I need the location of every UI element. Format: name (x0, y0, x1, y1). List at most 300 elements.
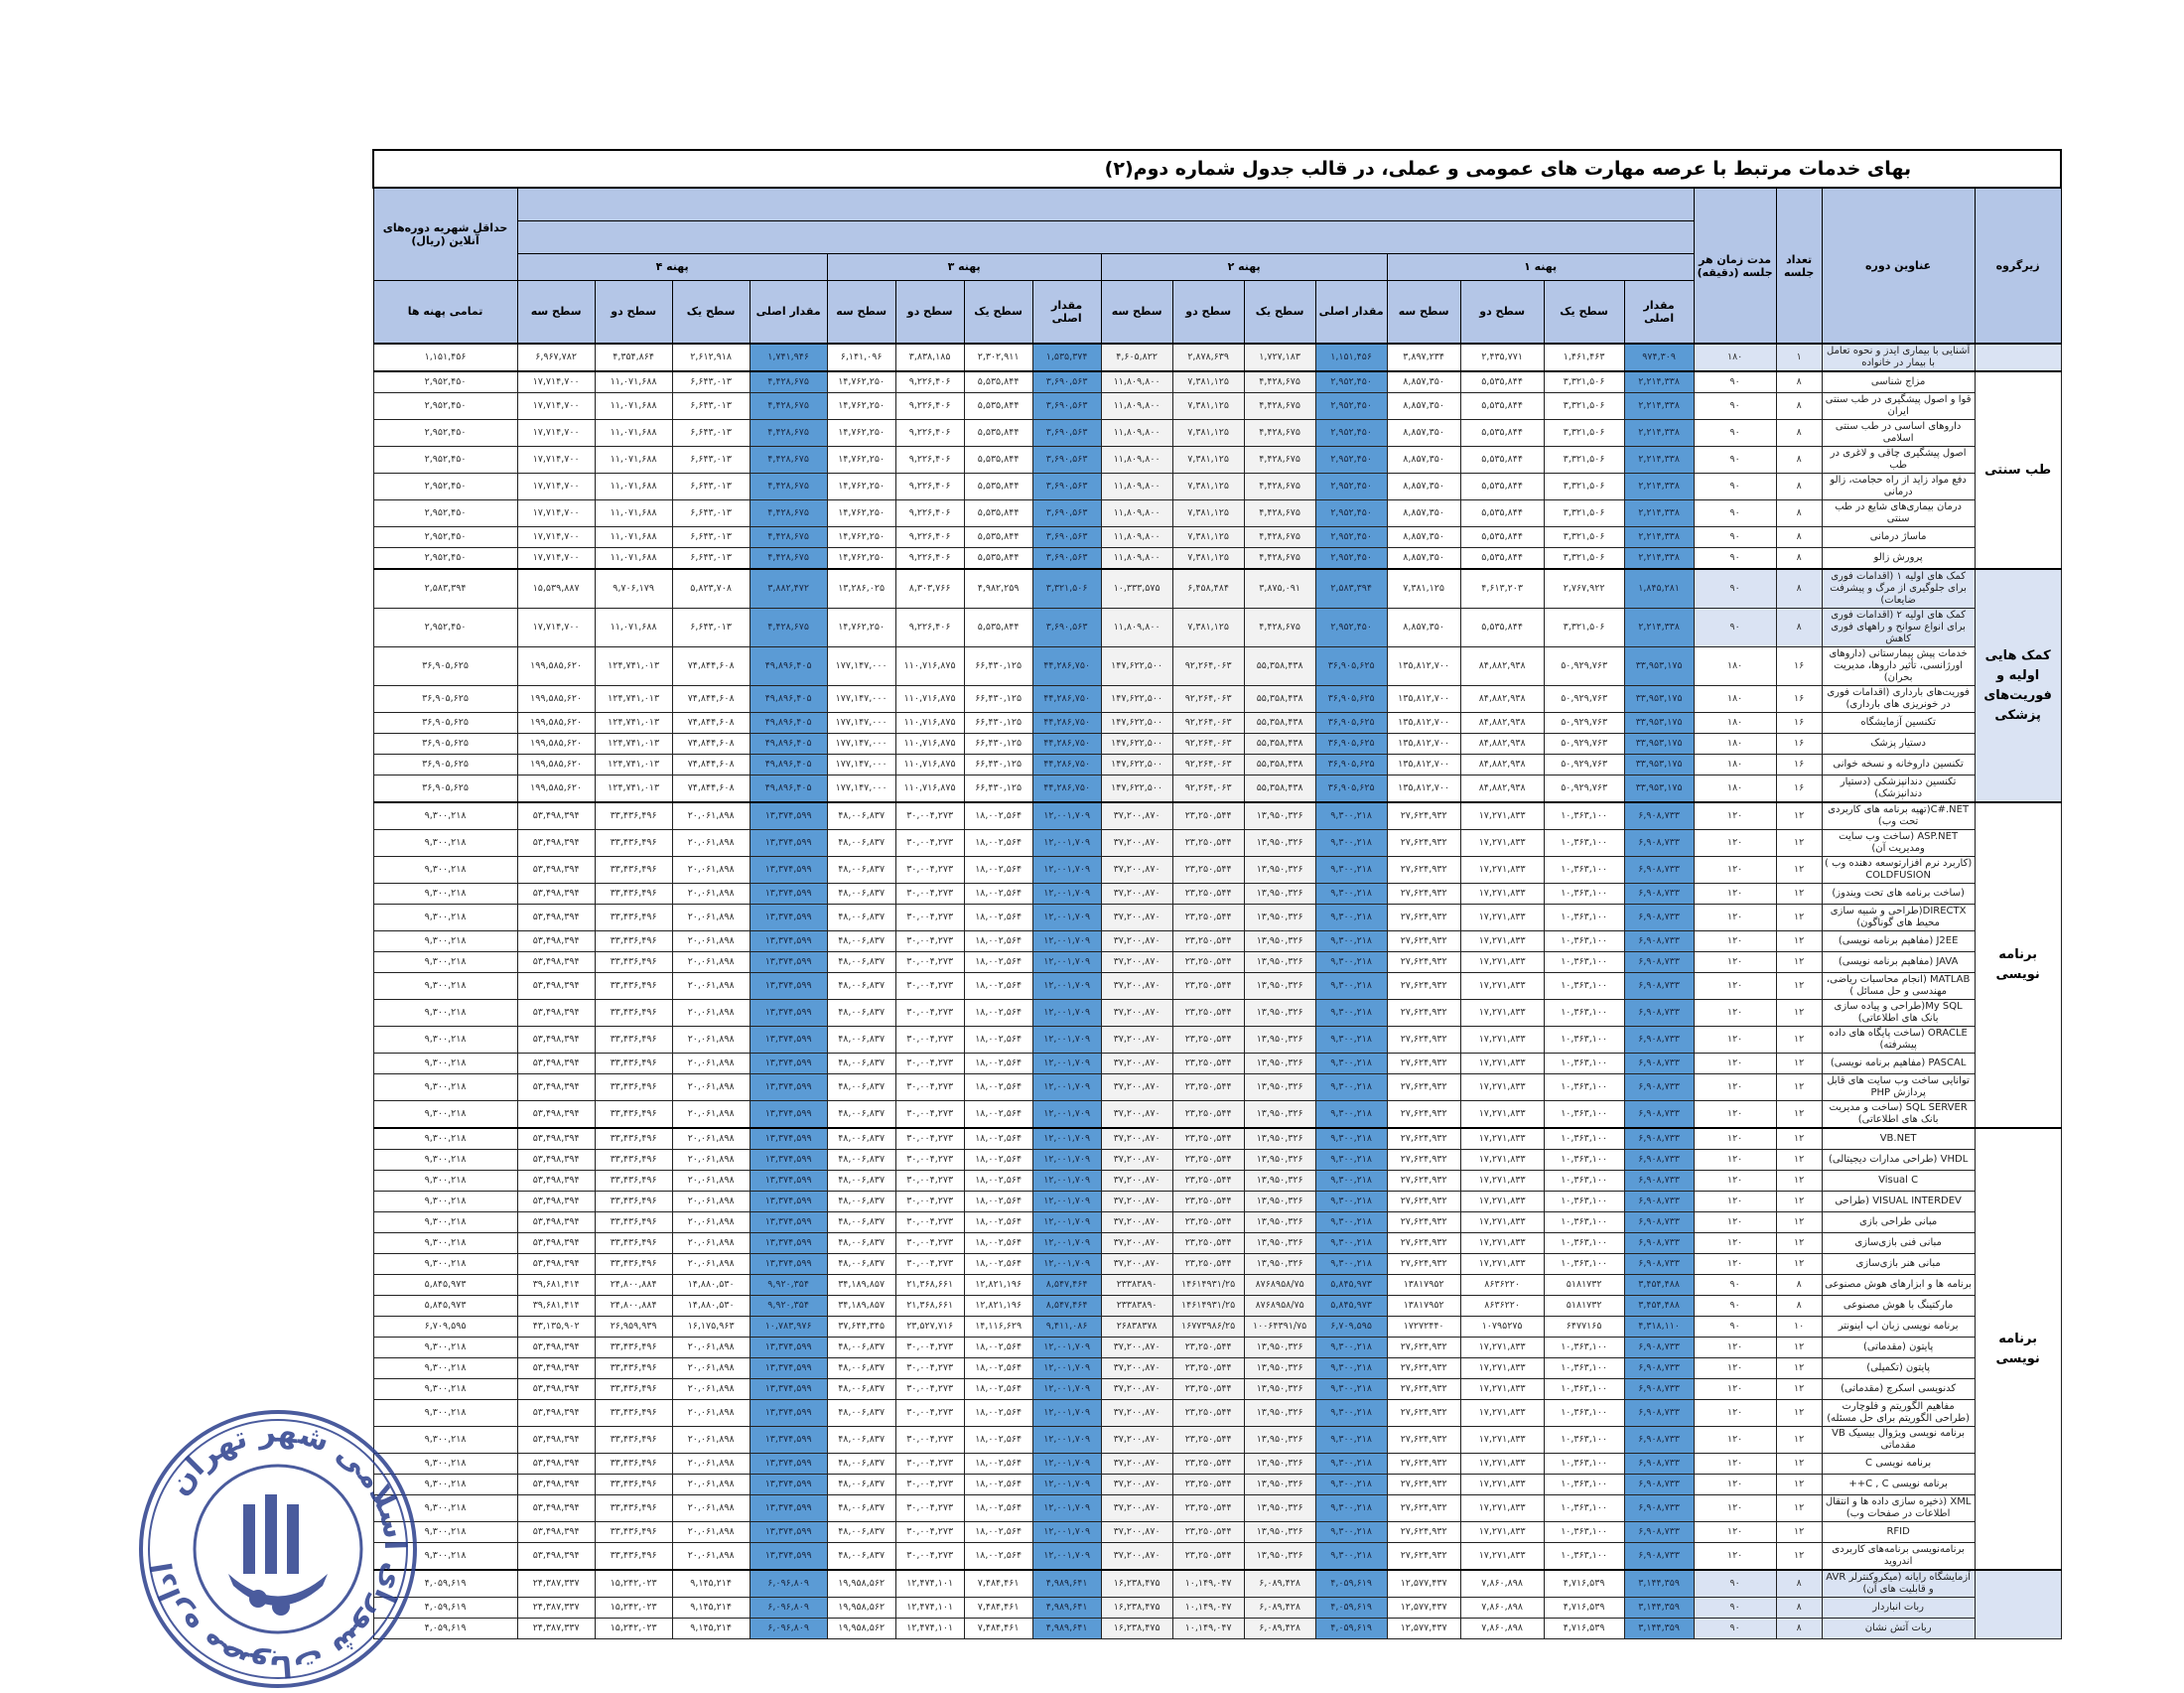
price-p2-level-3: ۱۶,۲۳۸,۴۷۵ (1101, 1619, 1172, 1639)
price-p1-level-3: ۲۷,۶۲۴,۹۳۲ (1387, 1427, 1460, 1454)
price-p4-level-2: ۱۲۴,۷۴۱,۰۱۳ (595, 686, 672, 713)
price-p2-level-3: ۱۶,۲۳۸,۴۷۵ (1101, 1598, 1172, 1619)
price-p2-level-3: ۳۷,۲۰۰,۸۷۰ (1101, 1233, 1172, 1254)
price-p4-level-0: ۱۳,۳۷۴,۵۹۹ (750, 1054, 827, 1074)
price-p2-level-3: ۱۴۷,۶۲۲,۵۰۰ (1101, 647, 1172, 686)
session-count: ۱۲ (1776, 1495, 1822, 1522)
price-p3-level-0: ۳,۶۹۰,۵۶۳ (1032, 527, 1101, 548)
price-p3-level-1: ۵,۵۳۵,۸۴۴ (964, 447, 1032, 474)
price-p3-level-1: ۱۸,۰۰۲,۵۶۴ (964, 931, 1032, 952)
session-duration: ۱۲۰ (1694, 1150, 1776, 1171)
header-level: مقدار اصلی (1032, 280, 1101, 344)
price-p2-level-3: ۳۷,۲۰۰,۸۷۰ (1101, 802, 1172, 830)
price-p3-level-1: ۷,۴۸۴,۴۶۱ (964, 1570, 1032, 1598)
price-p3-level-2: ۳۰,۰۰۴,۲۷۳ (895, 1522, 964, 1543)
course-title: VB.NET (1822, 1128, 1975, 1150)
price-p2-level-1: ۴,۴۲۸,۶۷۵ (1244, 393, 1315, 420)
price-p4-level-2: ۱۱,۰۷۱,۶۸۸ (595, 609, 672, 647)
price-p4-level-1: ۲۰,۰۶۱,۸۹۸ (672, 1379, 750, 1400)
price-p3-level-1: ۱۸,۰۰۲,۵۶۴ (964, 1358, 1032, 1379)
header-level: سطح یک (1244, 280, 1315, 344)
price-p4-level-3: ۱۵,۵۳۹,۸۸۷ (517, 569, 595, 609)
price-p1-level-2: ۱۷,۲۷۱,۸۳۳ (1460, 1454, 1544, 1475)
price-p2-level-0: ۳۶,۹۰۵,۶۲۵ (1315, 713, 1387, 734)
price-p4-level-0: ۱۳,۳۷۴,۵۹۹ (750, 1454, 827, 1475)
price-p2-level-3: ۱۱,۸۰۹,۸۰۰ (1101, 447, 1172, 474)
session-duration: ۹۰ (1694, 569, 1776, 609)
price-p3-level-2: ۳۰,۰۰۴,۲۷۳ (895, 1171, 964, 1192)
price-p4-level-0: ۱۳,۳۷۴,۵۹۹ (750, 1150, 827, 1171)
price-p2-level-3: ۳۷,۲۰۰,۸۷۰ (1101, 952, 1172, 973)
price-p4-level-0: ۳,۸۸۲,۴۷۲ (750, 569, 827, 609)
price-p4-level-1: ۶,۶۴۳,۰۱۳ (672, 500, 750, 527)
price-p3-level-0: ۱۲,۰۰۱,۷۰۹ (1032, 1338, 1101, 1358)
price-p2-level-1: ۸۷۶۸۹۵۸/۷۵ (1244, 1296, 1315, 1317)
price-p3-level-1: ۱۸,۰۰۲,۵۶۴ (964, 1475, 1032, 1495)
price-p3-level-1: ۶۶,۴۳۰,۱۲۵ (964, 686, 1032, 713)
price-p4-level-3: ۱۷,۷۱۴,۷۰۰ (517, 420, 595, 447)
price-p3-level-1: ۵,۵۳۵,۸۴۴ (964, 371, 1032, 393)
price-p2-level-1: ۴,۴۲۸,۶۷۵ (1244, 447, 1315, 474)
session-count: ۸ (1776, 500, 1822, 527)
price-p4-level-3: ۵۳,۴۹۸,۳۹۴ (517, 973, 595, 1000)
price-p3-level-0: ۱,۵۳۵,۳۷۴ (1032, 344, 1101, 371)
session-duration: ۹۰ (1694, 500, 1776, 527)
price-p1-level-2: ۱۷,۲۷۱,۸۳۳ (1460, 1427, 1544, 1454)
price-p1-level-0: ۲,۲۱۴,۳۳۸ (1624, 527, 1694, 548)
table-row (373, 1054, 2061, 1074)
price-table-sheet (372, 149, 2060, 1639)
session-count: ۱۲ (1776, 1128, 1822, 1150)
price-p4-level-2: ۳۳,۴۳۶,۴۹۶ (595, 884, 672, 905)
price-p3-level-3: ۱۴,۷۶۲,۲۵۰ (827, 393, 895, 420)
price-p4-level-1: ۱۶,۱۷۵,۹۶۳ (672, 1317, 750, 1338)
price-p3-level-1: ۱۸,۰۰۲,۵۶۴ (964, 973, 1032, 1000)
price-p3-level-0: ۱۲,۰۰۱,۷۰۹ (1032, 1400, 1101, 1427)
session-duration: ۱۲۰ (1694, 1171, 1776, 1192)
price-p2-level-1: ۱۳,۹۵۰,۳۲۶ (1244, 1522, 1315, 1543)
online-min-price: ۹,۳۰۰,۲۱۸ (373, 1192, 517, 1212)
price-p3-level-2: ۳۰,۰۰۴,۲۷۳ (895, 1338, 964, 1358)
price-p3-level-1: ۱۸,۰۰۲,۵۶۴ (964, 1000, 1032, 1027)
header-level: سطح سه (1387, 280, 1460, 344)
price-p3-level-3: ۱۴,۷۶۲,۲۵۰ (827, 548, 895, 570)
header-level: سطح سه (827, 280, 895, 344)
price-p3-level-0: ۱۲,۰۰۱,۷۰۹ (1032, 1128, 1101, 1150)
price-p3-level-2: ۳۰,۰۰۴,۲۷۳ (895, 1074, 964, 1101)
price-p4-level-0: ۱۳,۳۷۴,۵۹۹ (750, 1400, 827, 1427)
price-p4-level-1: ۷۴,۸۴۴,۶۰۸ (672, 686, 750, 713)
price-p4-level-0: ۱۳,۳۷۴,۵۹۹ (750, 1000, 827, 1027)
price-p3-level-2: ۳۰,۰۰۴,۲۷۳ (895, 1543, 964, 1571)
price-p1-level-1: ۳,۳۲۱,۵۰۶ (1544, 447, 1624, 474)
online-min-price: ۱,۱۵۱,۴۵۶ (373, 344, 517, 371)
session-count: ۱۲ (1776, 1379, 1822, 1400)
price-p2-level-1: ۱۳,۹۵۰,۳۲۶ (1244, 905, 1315, 931)
price-p1-level-2: ۱۷,۲۷۱,۸۳۳ (1460, 1074, 1544, 1101)
price-p4-level-3: ۵۳,۴۹۸,۳۹۴ (517, 1475, 595, 1495)
course-title: مبانی فنی بازی‌سازی (1822, 1233, 1975, 1254)
session-count: ۸ (1776, 548, 1822, 570)
price-p2-level-3: ۳۷,۲۰۰,۸۷۰ (1101, 1495, 1172, 1522)
price-p1-level-1: ۳,۳۲۱,۵۰۶ (1544, 371, 1624, 393)
price-p2-level-2: ۷,۳۸۱,۱۲۵ (1172, 527, 1244, 548)
session-duration: ۱۸۰ (1694, 686, 1776, 713)
price-p4-level-3: ۳۹,۶۸۱,۴۱۴ (517, 1296, 595, 1317)
price-p3-level-2: ۲۳,۵۲۷,۷۱۶ (895, 1317, 964, 1338)
price-p2-level-2: ۲۳,۲۵۰,۵۴۴ (1172, 1379, 1244, 1400)
price-p4-level-1: ۶,۶۴۳,۰۱۳ (672, 371, 750, 393)
price-p4-level-3: ۵۳,۴۹۸,۳۹۴ (517, 1495, 595, 1522)
price-p2-level-3: ۱۴۷,۶۲۲,۵۰۰ (1101, 713, 1172, 734)
price-p4-level-2: ۳۳,۴۳۶,۴۹۶ (595, 1150, 672, 1171)
price-p4-level-1: ۹,۱۴۵,۲۱۴ (672, 1619, 750, 1639)
price-p2-level-3: ۲۳۳۸۳۸۹۰ (1101, 1275, 1172, 1296)
session-count: ۱۲ (1776, 1000, 1822, 1027)
price-p3-level-2: ۳۰,۰۰۴,۲۷۳ (895, 1000, 964, 1027)
price-p2-level-1: ۱۳,۹۵۰,۳۲۶ (1244, 1192, 1315, 1212)
price-p3-level-3: ۴۸,۰۰۶,۸۳۷ (827, 1495, 895, 1522)
price-p1-level-2: ۱۷,۲۷۱,۸۳۳ (1460, 1212, 1544, 1233)
online-min-price: ۴,۰۵۹,۶۱۹ (373, 1570, 517, 1598)
price-p1-level-0: ۶,۹۰۸,۷۳۳ (1624, 1379, 1694, 1400)
price-p4-level-0: ۶,۰۹۶,۸۰۹ (750, 1570, 827, 1598)
header-level: سطح سه (1101, 280, 1172, 344)
price-p1-level-3: ۱۷۲۷۲۴۴۰ (1387, 1317, 1460, 1338)
price-p3-level-3: ۴۸,۰۰۶,۸۳۷ (827, 884, 895, 905)
session-count: ۸ (1776, 393, 1822, 420)
price-p3-level-2: ۳۰,۰۰۴,۲۷۳ (895, 1054, 964, 1074)
table-row (373, 371, 2061, 393)
price-p1-level-0: ۲,۲۱۴,۳۳۸ (1624, 393, 1694, 420)
price-p1-level-3: ۲۷,۶۲۴,۹۳۲ (1387, 802, 1460, 830)
table-row (373, 447, 2061, 474)
price-p3-level-3: ۱۴,۷۶۲,۲۵۰ (827, 447, 895, 474)
price-p1-level-3: ۲۷,۶۲۴,۹۳۲ (1387, 1338, 1460, 1358)
price-p1-level-1: ۵۱۸۱۷۳۲ (1544, 1275, 1624, 1296)
price-p1-level-0: ۳,۱۴۴,۳۵۹ (1624, 1619, 1694, 1639)
price-p4-level-1: ۹,۱۴۵,۲۱۴ (672, 1598, 750, 1619)
price-p2-level-1: ۱۳,۹۵۰,۳۲۶ (1244, 952, 1315, 973)
price-p3-level-0: ۱۲,۰۰۱,۷۰۹ (1032, 1543, 1101, 1571)
table-row (373, 420, 2061, 447)
price-p4-level-1: ۲۰,۰۶۱,۸۹۸ (672, 1338, 750, 1358)
price-p1-level-3: ۱۲,۵۷۷,۴۳۷ (1387, 1598, 1460, 1619)
price-p3-level-1: ۷,۴۸۴,۴۶۱ (964, 1619, 1032, 1639)
price-p4-level-0: ۱۳,۳۷۴,۵۹۹ (750, 884, 827, 905)
price-p1-level-0: ۶,۹۰۸,۷۳۳ (1624, 1358, 1694, 1379)
session-duration: ۱۲۰ (1694, 1543, 1776, 1571)
table-row (373, 713, 2061, 734)
online-min-price: ۲,۹۵۲,۴۵۰ (373, 474, 517, 500)
price-p4-level-3: ۵۳,۴۹۸,۳۹۴ (517, 1400, 595, 1427)
online-min-price: ۹,۳۰۰,۲۱۸ (373, 1543, 517, 1571)
price-p1-level-1: ۳,۳۲۱,۵۰۶ (1544, 527, 1624, 548)
header-zone-2: پهنه ۲ (1101, 253, 1387, 280)
price-p3-level-0: ۳,۶۹۰,۵۶۳ (1032, 609, 1101, 647)
price-p4-level-0: ۴۹,۸۹۶,۴۰۵ (750, 713, 827, 734)
price-p4-level-1: ۷۴,۸۴۴,۶۰۸ (672, 755, 750, 776)
price-p1-level-3: ۸,۸۵۷,۳۵۰ (1387, 527, 1460, 548)
price-p4-level-3: ۵۳,۴۹۸,۳۹۴ (517, 1192, 595, 1212)
price-p3-level-0: ۳,۶۹۰,۵۶۳ (1032, 500, 1101, 527)
price-p2-level-0: ۹,۳۰۰,۲۱۸ (1315, 1150, 1387, 1171)
price-p4-level-1: ۲۰,۰۶۱,۸۹۸ (672, 1454, 750, 1475)
price-p3-level-2: ۹,۲۲۶,۴۰۶ (895, 500, 964, 527)
price-p1-level-1: ۱۰,۳۶۳,۱۰۰ (1544, 857, 1624, 884)
price-p4-level-1: ۲۰,۰۶۱,۸۹۸ (672, 1475, 750, 1495)
price-p1-level-2: ۵,۵۳۵,۸۴۴ (1460, 447, 1544, 474)
price-p2-level-0: ۳۶,۹۰۵,۶۲۵ (1315, 686, 1387, 713)
price-p1-level-0: ۶,۹۰۸,۷۳۳ (1624, 1128, 1694, 1150)
price-p2-level-1: ۱۳,۹۵۰,۳۲۶ (1244, 973, 1315, 1000)
price-p1-level-2: ۷,۸۶۰,۸۹۸ (1460, 1598, 1544, 1619)
course-title: مفاهیم الگوریتم و فلوچارت (طراحی الگوریتم برای حل مسئله) (1822, 1400, 1975, 1427)
price-p1-level-1: ۱۰,۳۶۳,۱۰۰ (1544, 1000, 1624, 1027)
course-title: VHDL (طراحی مدارات دیجیتالی) (1822, 1150, 1975, 1171)
price-p1-level-3: ۱۳۵,۸۱۲,۷۰۰ (1387, 686, 1460, 713)
price-p2-level-2: ۲۳,۲۵۰,۵۴۴ (1172, 1150, 1244, 1171)
price-p4-level-2: ۳۳,۴۳۶,۴۹۶ (595, 1543, 672, 1571)
session-count: ۱۲ (1776, 1233, 1822, 1254)
price-p1-level-1: ۱۰,۳۶۳,۱۰۰ (1544, 1495, 1624, 1522)
price-p3-level-0: ۳,۶۹۰,۵۶۳ (1032, 548, 1101, 570)
price-p4-level-3: ۵۳,۴۹۸,۳۹۴ (517, 1054, 595, 1074)
price-p4-level-1: ۱۴,۸۸۰,۵۳۰ (672, 1296, 750, 1317)
session-duration: ۱۲۰ (1694, 1054, 1776, 1074)
price-p1-level-0: ۲,۲۱۴,۳۳۸ (1624, 371, 1694, 393)
course-title: ربات آتش نشان (1822, 1619, 1975, 1639)
price-p1-level-0: ۳,۴۵۴,۴۸۸ (1624, 1275, 1694, 1296)
price-p3-level-1: ۱۸,۰۰۲,۵۶۴ (964, 1522, 1032, 1543)
price-p3-level-2: ۳۰,۰۰۴,۲۷۳ (895, 830, 964, 857)
session-duration: ۱۲۰ (1694, 1454, 1776, 1475)
table-row (373, 1570, 2061, 1598)
price-p3-level-0: ۸,۵۴۷,۴۶۴ (1032, 1296, 1101, 1317)
price-p4-level-1: ۹,۱۴۵,۲۱۴ (672, 1570, 750, 1598)
online-min-price: ۹,۳۰۰,۲۱۸ (373, 1522, 517, 1543)
price-p2-level-0: ۴,۰۵۹,۶۱۹ (1315, 1570, 1387, 1598)
price-p3-level-2: ۳۰,۰۰۴,۲۷۳ (895, 1254, 964, 1275)
online-min-price: ۹,۳۰۰,۲۱۸ (373, 952, 517, 973)
price-p2-level-1: ۴,۴۲۸,۶۷۵ (1244, 371, 1315, 393)
price-p3-level-1: ۱۸,۰۰۲,۵۶۴ (964, 1150, 1032, 1171)
price-p2-level-2: ۱۰,۱۴۹,۰۴۷ (1172, 1619, 1244, 1639)
online-min-price: ۹,۳۰۰,۲۱۸ (373, 1000, 517, 1027)
price-p3-level-3: ۱۴,۷۶۲,۲۵۰ (827, 371, 895, 393)
price-p2-level-2: ۲۳,۲۵۰,۵۴۴ (1172, 1454, 1244, 1475)
price-p3-level-3: ۴۸,۰۰۶,۸۳۷ (827, 931, 895, 952)
price-p4-level-0: ۱۳,۳۷۴,۵۹۹ (750, 1233, 827, 1254)
price-p3-level-2: ۳۰,۰۰۴,۲۷۳ (895, 1101, 964, 1129)
price-p1-level-3: ۸,۸۵۷,۳۵۰ (1387, 500, 1460, 527)
price-p4-level-3: ۱۹۹,۵۸۵,۶۲۰ (517, 647, 595, 686)
price-p2-level-2: ۹۲,۲۶۴,۰۶۳ (1172, 713, 1244, 734)
price-p2-level-0: ۳۶,۹۰۵,۶۲۵ (1315, 776, 1387, 803)
price-p2-level-0: ۳۶,۹۰۵,۶۲۵ (1315, 734, 1387, 755)
session-count: ۱۲ (1776, 1338, 1822, 1358)
price-p1-level-3: ۲۷,۶۲۴,۹۳۲ (1387, 931, 1460, 952)
session-count: ۱۲ (1776, 857, 1822, 884)
session-count: ۸ (1776, 420, 1822, 447)
price-p4-level-0: ۱۳,۳۷۴,۵۹۹ (750, 1379, 827, 1400)
price-p4-level-2: ۲۶,۹۵۹,۹۳۹ (595, 1317, 672, 1338)
price-p1-level-0: ۳۳,۹۵۳,۱۷۵ (1624, 755, 1694, 776)
price-p2-level-0: ۹,۳۰۰,۲۱۸ (1315, 802, 1387, 830)
online-min-price: ۹,۳۰۰,۲۱۸ (373, 1475, 517, 1495)
price-p2-level-2: ۲۳,۲۵۰,۵۴۴ (1172, 905, 1244, 931)
online-min-price: ۹,۳۰۰,۲۱۸ (373, 857, 517, 884)
price-p1-level-1: ۱۰,۳۶۳,۱۰۰ (1544, 1101, 1624, 1129)
course-title: فوریت‌های بارداری (اقدامات فوری در خونریزی های بارداری) (1822, 686, 1975, 713)
price-p1-level-3: ۱۳۵,۸۱۲,۷۰۰ (1387, 755, 1460, 776)
price-p1-level-1: ۱۰,۳۶۳,۱۰۰ (1544, 931, 1624, 952)
price-p1-level-3: ۲۷,۶۲۴,۹۳۲ (1387, 1358, 1460, 1379)
price-p4-level-2: ۳۳,۴۳۶,۴۹۶ (595, 1054, 672, 1074)
price-p1-level-2: ۱۰۷۹۵۲۷۵ (1460, 1317, 1544, 1338)
session-count: ۱۲ (1776, 1150, 1822, 1171)
price-p2-level-3: ۳۷,۲۰۰,۸۷۰ (1101, 1254, 1172, 1275)
price-p1-level-1: ۵۰,۹۲۹,۷۶۳ (1544, 734, 1624, 755)
price-p1-level-0: ۳,۱۴۴,۳۵۹ (1624, 1570, 1694, 1598)
online-min-price: ۳۶,۹۰۵,۶۲۵ (373, 776, 517, 803)
price-p1-level-2: ۵,۵۳۵,۸۴۴ (1460, 527, 1544, 548)
price-p2-level-0: ۲,۹۵۲,۴۵۰ (1315, 548, 1387, 570)
price-p3-level-0: ۱۲,۰۰۱,۷۰۹ (1032, 802, 1101, 830)
course-title: JAVA (مفاهیم برنامه نویسی) (1822, 952, 1975, 973)
price-p3-level-2: ۳۰,۰۰۴,۲۷۳ (895, 973, 964, 1000)
price-p2-level-0: ۲,۵۸۳,۳۹۴ (1315, 569, 1387, 609)
price-p2-level-0: ۶,۷۰۹,۵۹۵ (1315, 1317, 1387, 1338)
price-p1-level-0: ۶,۹۰۸,۷۳۳ (1624, 1101, 1694, 1129)
price-p3-level-2: ۳۰,۰۰۴,۲۷۳ (895, 931, 964, 952)
price-p1-level-0: ۶,۹۰۸,۷۳۳ (1624, 1495, 1694, 1522)
price-p1-level-3: ۲۷,۶۲۴,۹۳۲ (1387, 1128, 1460, 1150)
table-row (373, 884, 2061, 905)
price-p1-level-0: ۶,۹۰۸,۷۳۳ (1624, 1027, 1694, 1054)
course-title: ASP.NET (ساخت وب سایت ومدیریت آن) (1822, 830, 1975, 857)
price-p4-level-3: ۵۳,۴۹۸,۳۹۴ (517, 1522, 595, 1543)
price-p2-level-1: ۱۳,۹۵۰,۳۲۶ (1244, 1495, 1315, 1522)
session-count: ۱۲ (1776, 1400, 1822, 1427)
price-p4-level-1: ۶,۶۴۳,۰۱۳ (672, 609, 750, 647)
price-p3-level-1: ۱۸,۰۰۲,۵۶۴ (964, 1427, 1032, 1454)
price-p4-level-2: ۳۳,۴۳۶,۴۹۶ (595, 830, 672, 857)
price-p3-level-3: ۴۸,۰۰۶,۸۳۷ (827, 830, 895, 857)
price-p3-level-2: ۳۰,۰۰۴,۲۷۳ (895, 1400, 964, 1427)
price-p4-level-1: ۷۴,۸۴۴,۶۰۸ (672, 734, 750, 755)
price-p2-level-2: ۹۲,۲۶۴,۰۶۳ (1172, 647, 1244, 686)
price-p1-level-3: ۱۳۸۱۷۹۵۲ (1387, 1275, 1460, 1296)
table-row (373, 1101, 2061, 1129)
price-p3-level-1: ۶۶,۴۳۰,۱۲۵ (964, 776, 1032, 803)
price-p1-level-0: ۶,۹۰۸,۷۳۳ (1624, 830, 1694, 857)
session-duration: ۹۰ (1694, 420, 1776, 447)
price-p4-level-0: ۱۳,۳۷۴,۵۹۹ (750, 1475, 827, 1495)
course-title: ربات انباردار (1822, 1598, 1975, 1619)
price-p4-level-2: ۱۱,۰۷۱,۶۸۸ (595, 527, 672, 548)
price-p3-level-0: ۱۲,۰۰۱,۷۰۹ (1032, 1475, 1101, 1495)
price-p2-level-1: ۱۳,۹۵۰,۳۲۶ (1244, 830, 1315, 857)
price-p4-level-0: ۹,۹۲۰,۳۵۴ (750, 1296, 827, 1317)
price-p2-level-0: ۲,۹۵۲,۴۵۰ (1315, 393, 1387, 420)
price-p3-level-3: ۶,۱۴۱,۰۹۶ (827, 344, 895, 371)
online-min-price: ۹,۳۰۰,۲۱۸ (373, 802, 517, 830)
course-title: XML (ذخیره سازی داده ها و انتقال اطلاعات در صفحات وب) (1822, 1495, 1975, 1522)
price-p2-level-3: ۳۷,۲۰۰,۸۷۰ (1101, 1027, 1172, 1054)
price-p4-level-1: ۶,۶۴۳,۰۱۳ (672, 393, 750, 420)
session-count: ۱۲ (1776, 1054, 1822, 1074)
online-min-price: ۹,۳۰۰,۲۱۸ (373, 1427, 517, 1454)
price-p1-level-1: ۱۰,۳۶۳,۱۰۰ (1544, 1233, 1624, 1254)
price-p2-level-0: ۲,۹۵۲,۴۵۰ (1315, 500, 1387, 527)
price-p1-level-1: ۵۱۸۱۷۳۲ (1544, 1296, 1624, 1317)
price-p1-level-2: ۵,۵۳۵,۸۴۴ (1460, 500, 1544, 527)
price-p3-level-1: ۱۸,۰۰۲,۵۶۴ (964, 802, 1032, 830)
price-p4-level-2: ۱۲۴,۷۴۱,۰۱۳ (595, 713, 672, 734)
price-p3-level-0: ۴۴,۲۸۶,۷۵۰ (1032, 776, 1101, 803)
price-p3-level-1: ۱۸,۰۰۲,۵۶۴ (964, 1338, 1032, 1358)
price-p1-level-3: ۸,۸۵۷,۳۵۰ (1387, 474, 1460, 500)
price-p2-level-1: ۱۳,۹۵۰,۳۲۶ (1244, 1400, 1315, 1427)
online-min-price: ۵,۸۴۵,۹۷۳ (373, 1275, 517, 1296)
price-p3-level-2: ۲۱,۳۶۸,۶۶۱ (895, 1296, 964, 1317)
price-p1-level-0: ۳۳,۹۵۳,۱۷۵ (1624, 647, 1694, 686)
table-row (373, 1027, 2061, 1054)
course-title: توانایی ساخت وب سایت های قابل پردازش PHP (1822, 1074, 1975, 1101)
session-duration: ۱۲۰ (1694, 1379, 1776, 1400)
price-p2-level-0: ۵,۸۴۵,۹۷۳ (1315, 1296, 1387, 1317)
price-p4-level-3: ۵۳,۴۹۸,۳۹۴ (517, 1254, 595, 1275)
session-duration: ۱۲۰ (1694, 857, 1776, 884)
price-p1-level-1: ۱۰,۳۶۳,۱۰۰ (1544, 1338, 1624, 1358)
session-duration: ۱۲۰ (1694, 1212, 1776, 1233)
price-p4-level-1: ۲۰,۰۶۱,۸۹۸ (672, 1192, 750, 1212)
price-p3-level-0: ۱۲,۰۰۱,۷۰۹ (1032, 1427, 1101, 1454)
price-p3-level-3: ۴۸,۰۰۶,۸۳۷ (827, 1233, 895, 1254)
course-title: برنامه نویسی C , C++ (1822, 1475, 1975, 1495)
price-p2-level-3: ۱۱,۸۰۹,۸۰۰ (1101, 420, 1172, 447)
price-p4-level-2: ۳۳,۴۳۶,۴۹۶ (595, 973, 672, 1000)
price-p4-level-3: ۱۹۹,۵۸۵,۶۲۰ (517, 776, 595, 803)
price-p2-level-0: ۹,۳۰۰,۲۱۸ (1315, 1379, 1387, 1400)
price-p4-level-1: ۶,۶۴۳,۰۱۳ (672, 474, 750, 500)
price-p2-level-0: ۹,۳۰۰,۲۱۸ (1315, 1101, 1387, 1129)
price-p2-level-0: ۹,۳۰۰,۲۱۸ (1315, 857, 1387, 884)
price-p3-level-0: ۳,۶۹۰,۵۶۳ (1032, 393, 1101, 420)
price-p4-level-0: ۱۳,۳۷۴,۵۹۹ (750, 1101, 827, 1129)
price-p2-level-3: ۳۷,۲۰۰,۸۷۰ (1101, 973, 1172, 1000)
price-p2-level-2: ۱۰,۱۴۹,۰۴۷ (1172, 1570, 1244, 1598)
price-p2-level-1: ۱۰۰۶۴۳۹۱/۷۵ (1244, 1317, 1315, 1338)
price-p2-level-2: ۲۳,۲۵۰,۵۴۴ (1172, 1054, 1244, 1074)
price-p1-level-1: ۱۰,۳۶۳,۱۰۰ (1544, 1074, 1624, 1101)
price-p3-level-0: ۴,۹۸۹,۶۴۱ (1032, 1619, 1101, 1639)
price-p3-level-0: ۱۲,۰۰۱,۷۰۹ (1032, 952, 1101, 973)
price-p3-level-1: ۱۲,۸۲۱,۱۹۶ (964, 1296, 1032, 1317)
price-p3-level-3: ۴۸,۰۰۶,۸۳۷ (827, 1212, 895, 1233)
price-p3-level-2: ۳۰,۰۰۴,۲۷۳ (895, 1495, 964, 1522)
price-p3-level-3: ۱۴,۷۶۲,۲۵۰ (827, 474, 895, 500)
price-p3-level-0: ۱۲,۰۰۱,۷۰۹ (1032, 1074, 1101, 1101)
price-p3-level-3: ۱۹,۹۵۸,۵۶۲ (827, 1619, 895, 1639)
price-p3-level-1: ۴,۹۸۲,۲۵۹ (964, 569, 1032, 609)
price-p1-level-3: ۲۷,۶۲۴,۹۳۲ (1387, 830, 1460, 857)
price-p4-level-2: ۳۳,۴۳۶,۴۹۶ (595, 1379, 672, 1400)
course-title: ORACLE (ساخت پایگاه های داده پیشرفته) (1822, 1027, 1975, 1054)
price-p1-level-0: ۶,۹۰۸,۷۳۳ (1624, 905, 1694, 931)
price-p2-level-0: ۹,۳۰۰,۲۱۸ (1315, 830, 1387, 857)
